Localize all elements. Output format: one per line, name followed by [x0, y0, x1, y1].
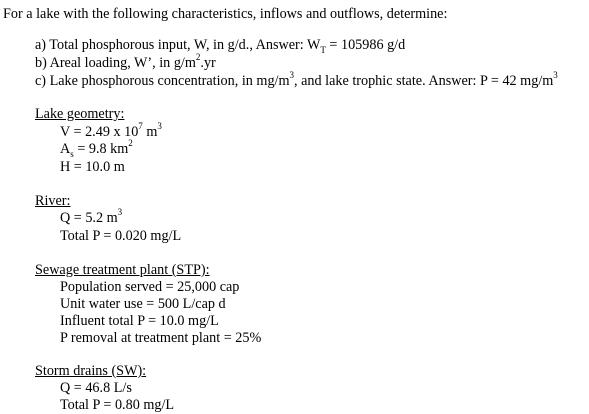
- lake-volume-unit: m: [142, 124, 158, 140]
- lake-area-sub: s: [70, 148, 74, 159]
- stp-heading: Sewage treatment plant (STP):: [35, 262, 210, 278]
- stp-p-removal: P removal at treatment plant = 25%: [60, 330, 262, 346]
- lake-area-prefix: A: [60, 141, 71, 157]
- stp-population: Population served = 25,000 cap: [60, 279, 240, 295]
- storm-flow: Q = 46.8 L/s: [60, 380, 132, 396]
- problem-intro: For a lake with the following characteristics, inflows and outflows, determine:: [3, 6, 448, 22]
- lake-area-value: = 9.8 km: [73, 141, 129, 157]
- lake-volume-exp: 7: [138, 121, 143, 132]
- river-heading: River:: [35, 193, 71, 209]
- question-a-sub: T: [320, 44, 326, 55]
- lake-depth: H = 10.0 m: [60, 159, 125, 175]
- lake-volume-unit-sup: 3: [157, 121, 162, 132]
- storm-heading: Storm drains (SW):: [35, 363, 147, 379]
- storm-total-p: Total P = 0.80 mg/L: [60, 397, 175, 413]
- river-total-p: Total P = 0.020 mg/L: [60, 228, 182, 244]
- question-b-sup: 2: [195, 52, 201, 63]
- lake-volume-label: V = 2.49 x 10: [60, 124, 139, 140]
- question-c-sup: 3: [289, 70, 295, 81]
- question-c-text: c) Lake phosphorous concentration, in mg/m: [35, 73, 290, 89]
- river-flow: [60, 207, 123, 227]
- lake-geometry-heading: Lake geometry:: [35, 106, 125, 122]
- question-c-sup2: 3: [553, 70, 558, 81]
- question-a-text: a) Total phosphorous input, W, in g/d., Answer: W: [35, 37, 321, 53]
- question-c: [35, 70, 558, 90]
- question-b: [35, 52, 216, 72]
- lake-area: [60, 138, 133, 159]
- river-flow-label: Q = 5.2 m: [60, 210, 118, 226]
- stp-water-use: Unit water use = 500 L/cap d: [60, 296, 226, 312]
- question-a: [35, 37, 405, 54]
- question-a-rest: = 105986 g/d: [325, 37, 406, 53]
- stp-influent-p: Influent total P = 10.0 mg/L: [60, 313, 219, 329]
- question-b-text: b) Areal loading, W’, in g/m: [35, 55, 196, 71]
- lake-volume: [60, 121, 162, 141]
- question-b-rest: .yr: [200, 55, 216, 71]
- lake-area-sup: 2: [128, 138, 133, 149]
- question-c-mid: , and lake trophic state. Answer: P = 42 mg/m: [294, 73, 554, 89]
- river-flow-sup: 3: [117, 207, 123, 218]
